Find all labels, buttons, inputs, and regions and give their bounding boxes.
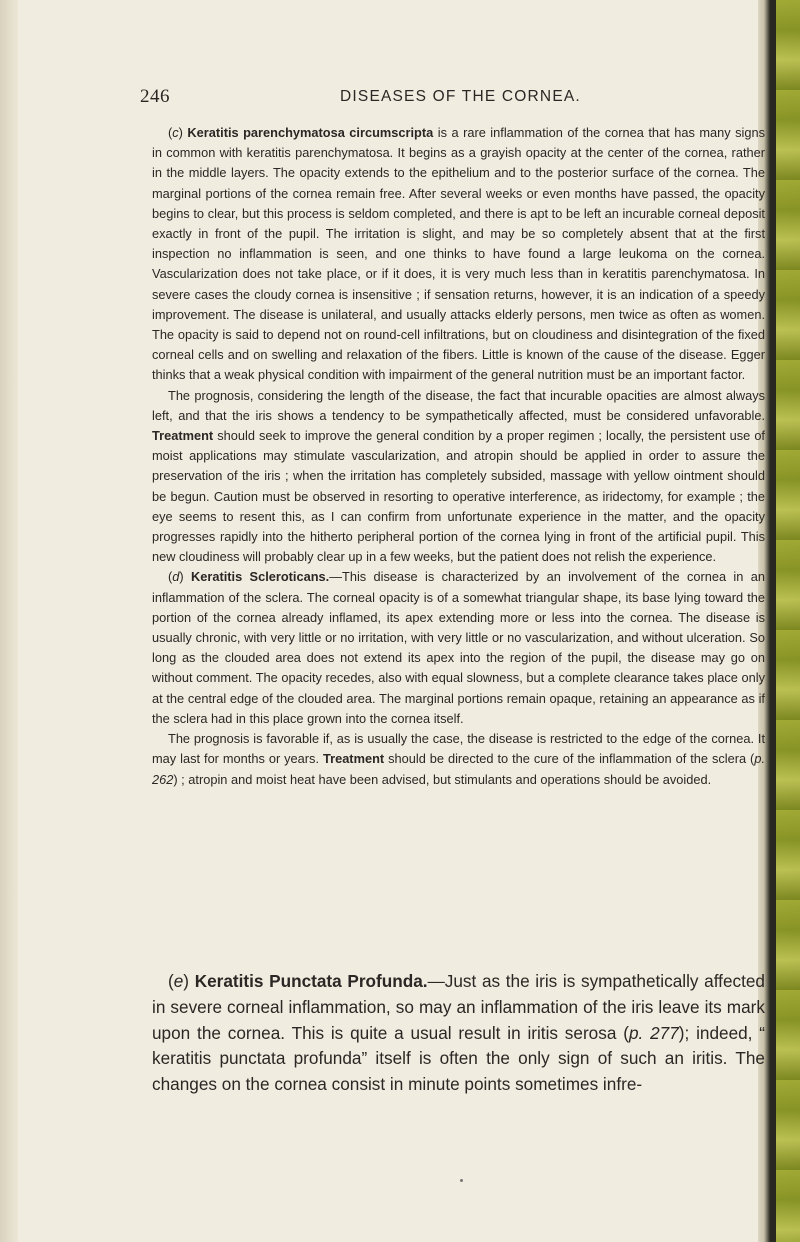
treatment-d-text: should be directed to the cure of the inflammation of the sclera ( xyxy=(384,751,755,767)
section-letter-d: d xyxy=(172,569,180,585)
paragraph-c-prognosis xyxy=(152,386,765,568)
section-title-d: Keratitis Scleroticans. xyxy=(191,569,330,585)
large-body-text xyxy=(152,969,765,1098)
paragraph-e-text: —Just as the iris is sympathetically affected in severe corneal inflammation, so may an inflammation of the iris leave its mark upon the cornea. This is quite a usual result in iritis serosa ( xyxy=(152,971,765,1043)
page-number: 246 xyxy=(140,86,170,107)
left-gutter xyxy=(0,0,18,1242)
section-title-c: Keratitis parenchymatosa circumscripta xyxy=(187,125,434,140)
paragraph-d-prognosis xyxy=(152,729,765,790)
section-letter-c: c xyxy=(172,125,179,140)
body-text xyxy=(152,123,765,790)
prognosis-d-text: The prognosis is favorable if, as is usually the case, the disease is restricted to the edge of the cornea. It may last for months or years. xyxy=(152,731,765,767)
paragraph-e-intro: (e) Keratitis Punctata Profunda.—Just as the iris is sympathetically affected in severe corneal inflammation, so may an inflammation of the iris leave its mark upon the cornea. This is quite a usual result in iritis serosa (p. 277); indeed, “ keratitis punctata profunda” itself is often the only sign of such an iritis. The changes on the cornea consist in minute points sometimes infre- xyxy=(152,971,765,1095)
page-reference-e: p. 277 xyxy=(628,1022,679,1043)
paragraph-c-text: is a rare inflammation of the cornea that has many signs in common with keratitis parenchymatosa. It begins as a grayish opacity at the center of the cornea, rather in the middle layers. The opacity extends to the epithelium and to the posterior surface of the cornea. The marginal portions of the cornea remain free. After several weeks or even months have passed, the opacity begins to clear, but this process is seldom completed, and there is apt to be left an incurable corneal deposit exactly in front of the pupil. The irritation is slight, and may be so completely absent that at the first inspection no inflammation is seen, and one thinks to have found a large leukoma on the cornea. Vascularization does not take place, or if it does, it is very much less than in keratitis parenchymatosa. In severe cases the cloudy cornea is insensitive ; if sensation returns, however, it is an indication of a speedy improvement. The disease is unilateral, and usually attacks elderly persons, men twice as often as women. The opacity is said to depend not on round-cell infiltrations, but on cloudiness and disintegration of the fixed corneal cells and on swelling and relaxation of the fibers. Little is known of the cause of the disease. Egger thinks that a weak physical condition with impairment of the general nutrition must be an important factor. xyxy=(152,125,765,383)
treatment-label-d: Treatment xyxy=(322,751,385,767)
thumb-index-strip xyxy=(776,0,800,1242)
page-header xyxy=(0,86,760,112)
paragraph-e-text-end: ); indeed, “ keratitis punctata profunda” itself is often the only sign of such an iritis. The changes on the cornea consist in minute points sometimes infre- xyxy=(152,1022,765,1095)
paragraph-c-intro: (c) Keratitis parenchymatosa circumscripta is a rare inflammation of the cornea that has many signs in common with keratitis parenchymatosa. It begins as a grayish opacity at the center of the cornea, rather in the middle layers. The opacity extends to the epithelium and to the posterior surface of the cornea. The marginal portions of the cornea remain free. After several weeks or even months have passed, the opacity begins to clear, but this process is seldom completed, and there is apt to be left an incurable corneal deposit exactly in front of the pupil. The irritation is slight, and may be so completely absent that at the first inspection no inflammation is seen, and one thinks to have found a large leukoma on the cornea. Vascularization does not take place, or if it does, it is very much less than in keratitis parenchymatosa. In severe cases the cloudy cornea is insensitive ; if sensation returns, however, it is an indication of a speedy improvement. The disease is unilateral, and usually attacks elderly persons, men twice as often as women. The opacity is said to depend not on round-cell infiltrations, but on cloudiness and disintegration of the fixed corneal cells and on swelling and relaxation of the fibers. Little is known of the cause of the disease. Egger thinks that a weak physical condition with impairment of the general nutrition must be an important factor. xyxy=(152,125,765,383)
ink-speck xyxy=(460,1179,463,1182)
section-title-e: Keratitis Punctata Profunda. xyxy=(194,971,428,991)
paragraph-d-intro: (d) Keratitis Scleroticans.—This disease is characterized by an involvement of the cornea in an inflammation of the sclera. The corneal opacity is of a somewhat triangular shape, its base lying toward the portion of the cornea already inflamed, its apex extending more or less into the cornea. The disease is usually chronic, with very little or no irritation, with very little or no vascularization, and without ulceration. So long as the clouded area does not extend its apex into the region of the pupil, the disease may go on without comment. The opacity recedes, also with equal slowness, but a complete clearance takes place only at the central edge of the clouded area. The marginal portions remain opaque, retaining an appearance as if the sclera had in this place grown into the cornea itself. xyxy=(152,569,765,726)
treatment-d-text-end: ) ; atropin and moist heat have been advised, but stimulants and operations should be avoided. xyxy=(173,771,712,787)
running-head: DISEASES OF THE CORNEA. xyxy=(340,88,581,105)
section-letter-e: e xyxy=(173,971,184,991)
treatment-label-c: Treatment xyxy=(152,428,214,444)
paragraph-d-text: —This disease is characterized by an involvement of the cornea in an inflammation of the sclera. The corneal opacity is of a somewhat triangular shape, its base lying toward the portion of the cornea already inflamed, its apex extending more or less into the cornea. The disease is usually chronic, with very little or no irritation, with very little or no vascularization, and without ulceration. So long as the clouded area does not extend its apex into the region of the pupil, the disease may go on without comment. The opacity recedes, also with equal slowness, but a complete clearance takes place only at the central edge of the clouded area. The marginal portions remain opaque, retaining an appearance as if the sclera had in this place grown into the cornea itself. xyxy=(152,569,765,726)
page-reference-d: p. 262 xyxy=(152,751,766,787)
prognosis-c-text: The prognosis, considering the length of the disease, the fact that incurable opacities are almost always left, and that the iris shows a tendency to be sympathetically affected, must be considered unfavorable. xyxy=(152,387,765,423)
treatment-c-text: should seek to improve the general condition by a proper regimen ; locally, the persistent use of moist applications may stimulate vascularization, and atropin should be applied in order to assure the preservation of the iris ; when the irritation has completely subsided, massage with yellow ointment should be begun. Caution must be observed in resorting to operative interference, as iridectomy, for example ; the eye seems to resent this, as I can confirm from unfortunate experience in the matter, and the opacity progresses rapidly into the hitherto peripheral portion of the cornea lying in front of the artificial pupil. This new cloudiness will probably clear up in a few weeks, but the patient does not relish the experience. xyxy=(152,428,765,565)
